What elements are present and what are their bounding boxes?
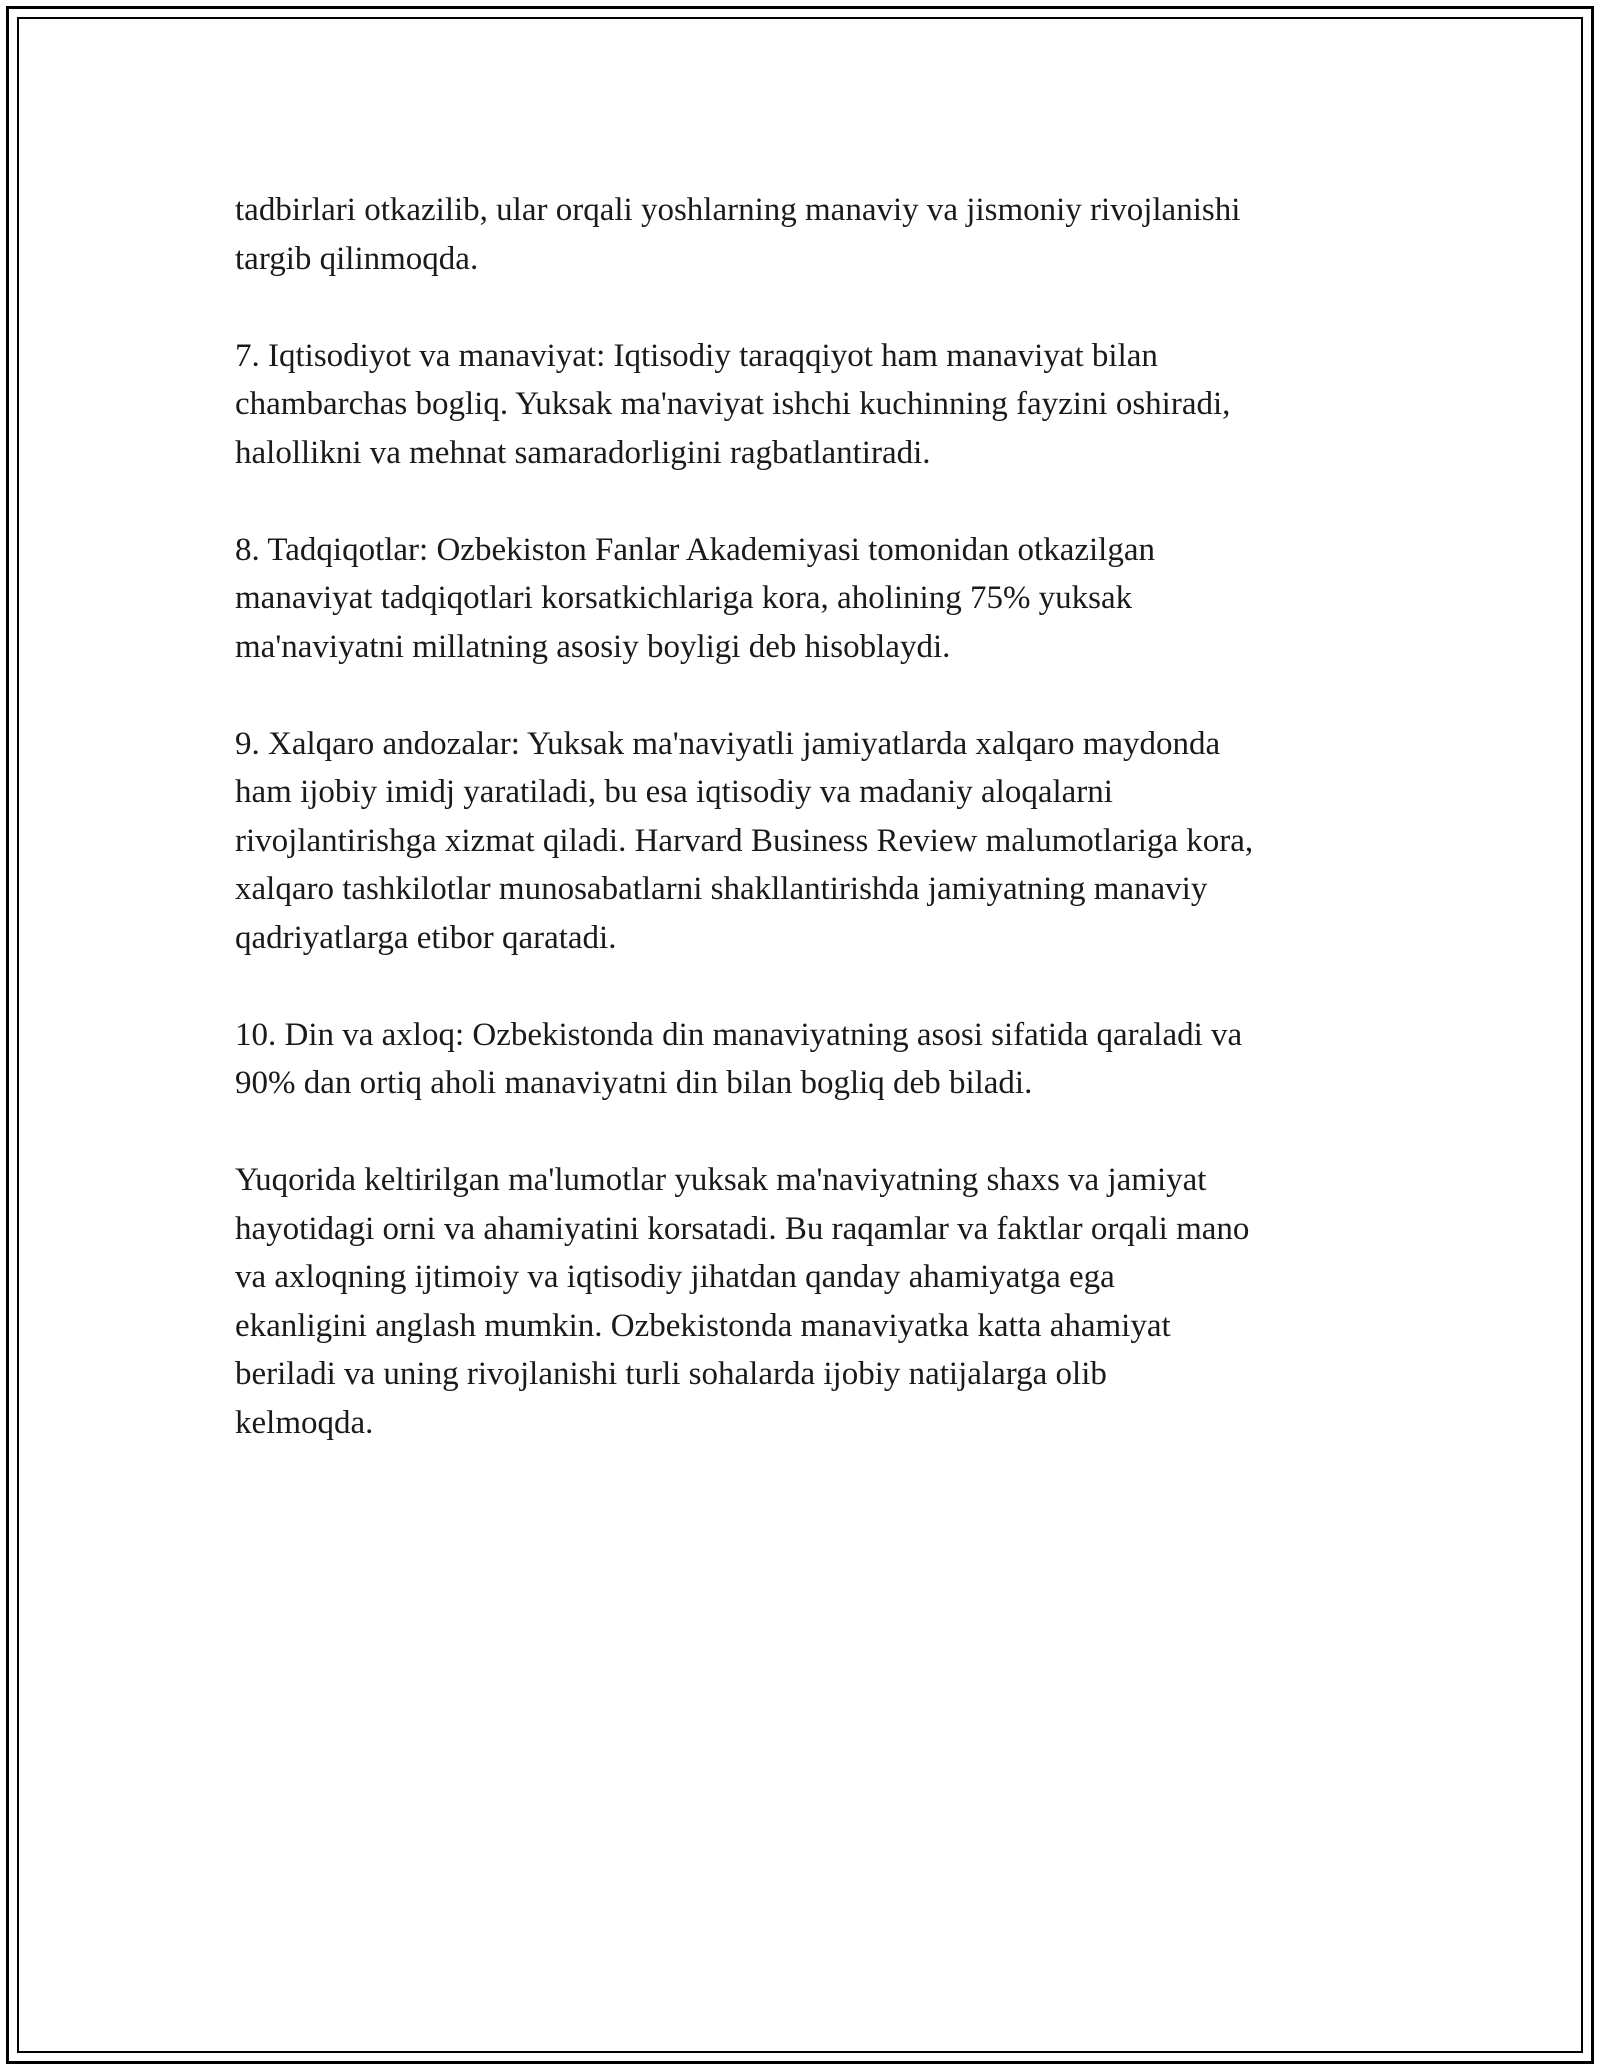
paragraph-conclusion: Yuqorida keltirilgan ma'lumotlar yuksak ma'naviyatning shaxs va jamiyat hayotidagi orni va ahamiyatini korsatadi. Bu raqamlar va faktlar orqali mano va axloqning ijtimoiy va iqtisodiy jihatdan qanday ahamiyatga ega ekanligini anglash mumkin. Ozbekistonda manaviyatka katta ahamiyat beriladi va uning rivojlanishi turli sohalarda ijobiy natijalarga olib kelmoqda.	[235, 1162, 1250, 1441]
paragraph-item-9: 9. Xalqaro andozalar: Yuksak ma'naviyatli jamiyatlarda xalqaro maydonda ham ijobiy imidj yaratiladi, bu esa iqtisodiy va madaniy aloqalarni rivojlantirishga xizmat qiladi. Harvard Business Review malumotlariga kora, xalqaro tashkilotlar munosabatlarni shakllantirishda jamiyatning manaviy qadriyatlarga etibor qaratadi.	[235, 725, 1254, 956]
paragraph-item-7: 7. Iqtisodiyot va manaviyat: Iqtisodiy taraqqiyot ham manaviyat bilan chambarchas bogliq. Yuksak ma'naviyat ishchi kuchinning fayzini oshiradi, halollikni va mehnat samaradorligini ragbatlantiradi.	[235, 337, 1231, 471]
paragraph-item-8: 8. Tadqiqotlar: Ozbekiston Fanlar Akademiyasi tomonidan otkazilgan manaviyat tadqiqotlari korsatkichlariga kora, aholining 75% yuksak ma'naviyatni millatning asosiy boyligi deb hisoblaydi.	[235, 531, 1155, 665]
paragraph-continuation: tadbirlari otkazilib, ular orqali yoshlarning manaviy va jismoniy rivojlanishi targib qilinmoqda.	[235, 192, 1241, 277]
document-body	[235, 186, 1375, 1496]
paragraph-item-10: 10. Din va axloq: Ozbekistonda din manaviyatning asosi sifatida qaraladi va 90% dan ortiq aholi manaviyatni din bilan bogliq deb biladi.	[235, 1016, 1243, 1101]
